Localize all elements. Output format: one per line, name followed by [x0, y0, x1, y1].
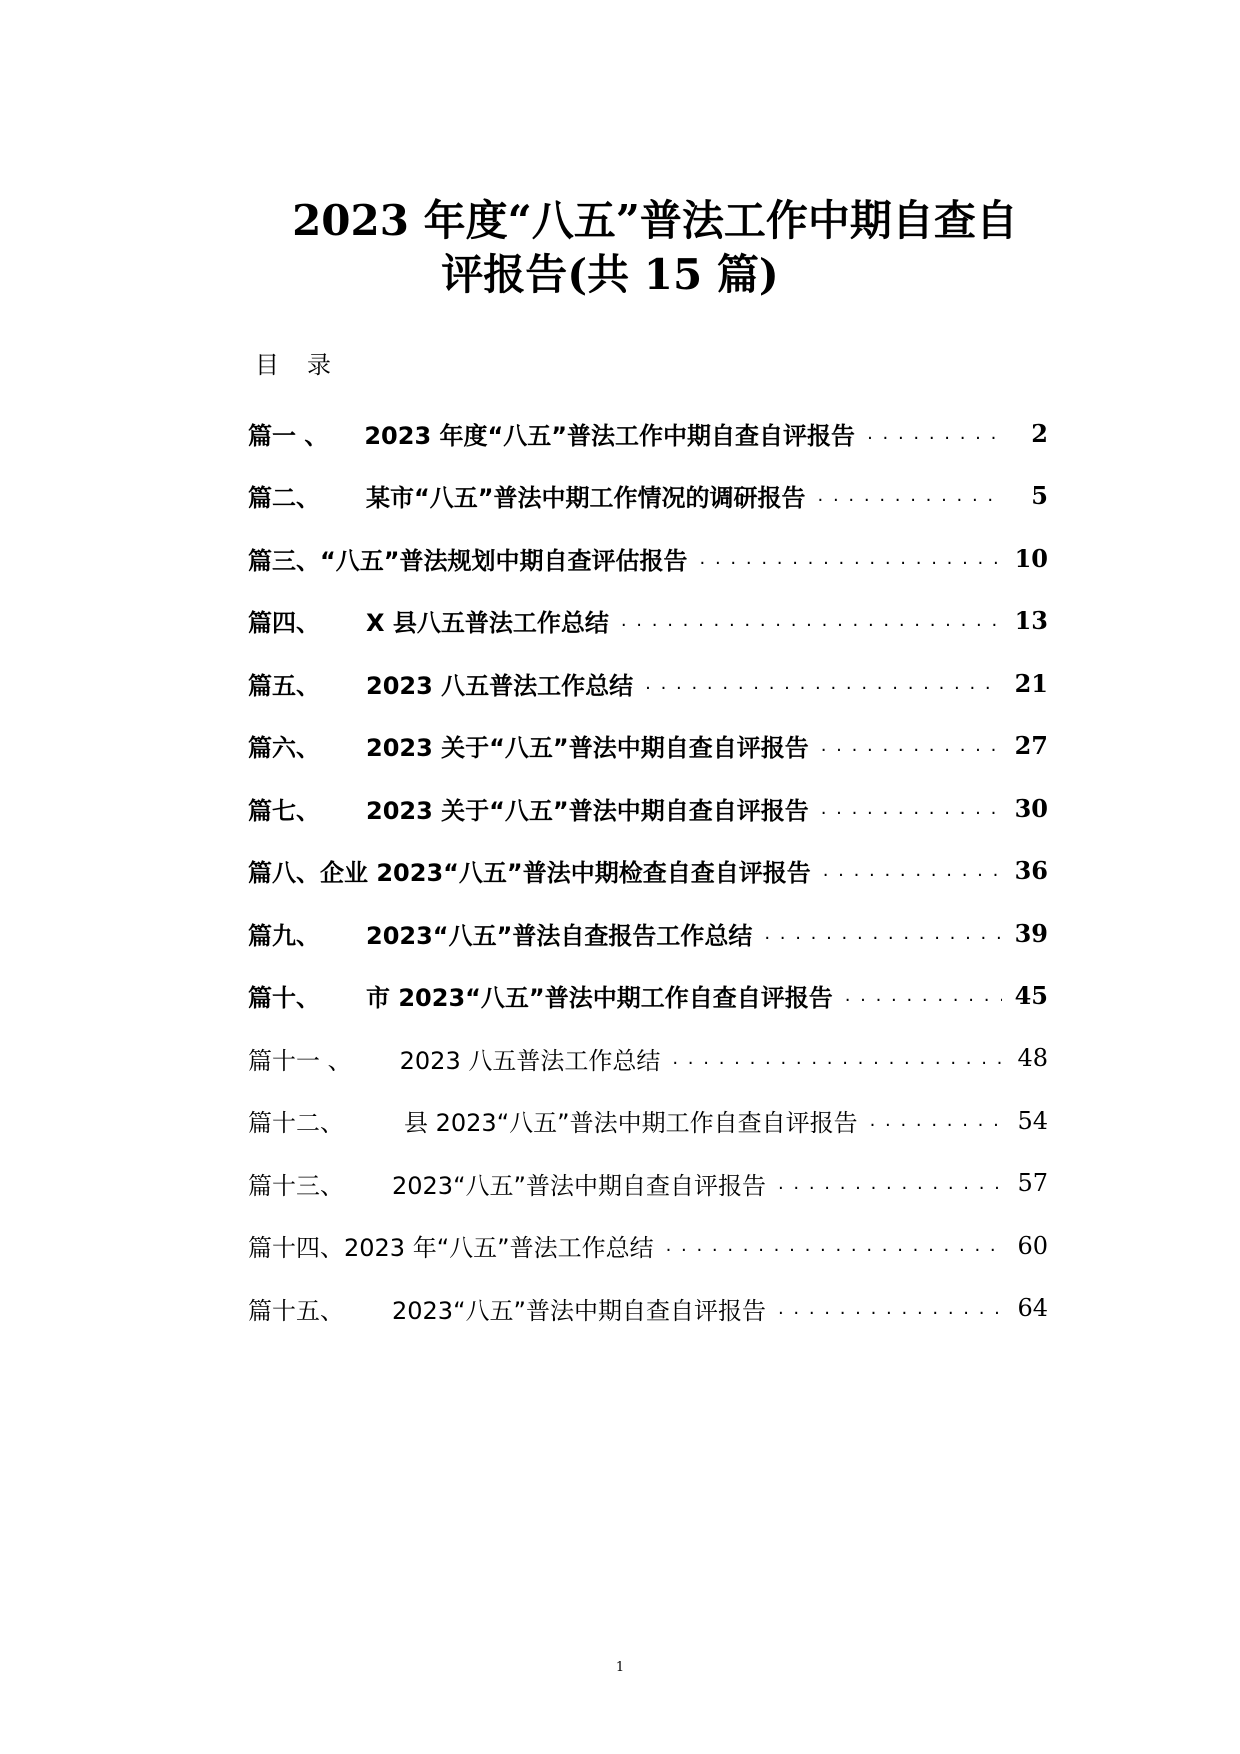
toc-entry-leader-dots: [867, 423, 1002, 444]
toc-entry-leader-dots: [778, 1173, 1002, 1194]
toc-entry-label: 篇八、: [248, 859, 320, 888]
toc-entry-title: 县 2023“八五”普法中期工作自查自评报告: [404, 1109, 858, 1138]
page-number: 1: [615, 1660, 625, 1675]
toc-entry-label: 篇十四、: [248, 1234, 344, 1263]
toc-entry[interactable]: [248, 1152, 1048, 1215]
toc-entry-leader-dots: [778, 1298, 1002, 1319]
table-of-contents: [248, 402, 1048, 1340]
toc-entry-page-number: 2: [1031, 418, 1048, 448]
toc-entry-page-number: 57: [1017, 1169, 1048, 1198]
document-title-line1: 2023 年度“八五”普法工作中期自查自: [292, 196, 1018, 245]
toc-entry-label: 篇二、: [248, 484, 320, 513]
toc-entry-title: 2023 八五普法工作总结: [399, 1046, 661, 1075]
toc-entry[interactable]: [248, 652, 1048, 715]
toc-entry-page-number: 30: [1014, 793, 1048, 823]
toc-entry-leader-dots: [821, 735, 1002, 756]
toc-entry-title: X 县八五普法工作总结: [366, 609, 609, 638]
toc-entry[interactable]: [248, 777, 1048, 840]
toc-entry-title: 2023 关于“八五”普法中期自查自评报告: [366, 796, 809, 825]
toc-entry[interactable]: [248, 1277, 1048, 1340]
toc-entry-leader-dots: [672, 1048, 1002, 1069]
toc-entry[interactable]: [248, 1090, 1048, 1153]
toc-entry-leader-dots: [845, 985, 1002, 1006]
toc-entry-page-number: 13: [1014, 606, 1048, 636]
toc-entry-page-number: 21: [1014, 668, 1048, 698]
toc-entry-leader-dots: [823, 860, 1002, 881]
toc-entry-label: 篇九、: [248, 921, 320, 950]
toc-entry[interactable]: [248, 1027, 1048, 1090]
toc-heading: 目录: [255, 351, 359, 379]
toc-entry-leader-dots: [666, 1235, 1002, 1256]
toc-entry-title: 市 2023“八五”普法中期工作自查自评报告: [366, 984, 833, 1013]
toc-entry-page-number: 64: [1017, 1294, 1048, 1323]
toc-entry-label: 篇十二、: [248, 1109, 344, 1138]
toc-entry-leader-dots: [621, 610, 1002, 631]
toc-entry-page-number: 27: [1014, 731, 1048, 761]
toc-entry[interactable]: [248, 840, 1048, 903]
toc-entry-title: 2023“八五”普法中期自查自评报告: [392, 1296, 766, 1325]
toc-entry-page-number: 60: [1017, 1231, 1048, 1260]
toc-entry[interactable]: [248, 965, 1048, 1028]
toc-entry-page-number: 39: [1014, 918, 1048, 948]
toc-entry[interactable]: [248, 465, 1048, 528]
toc-entry-page-number: 10: [1014, 543, 1048, 573]
toc-entry-title: 企业 2023“八五”普法中期检查自查自评报告: [320, 859, 811, 888]
toc-entry-title: 2023 年度“八五”普法工作中期自查自评报告: [364, 421, 856, 450]
document-title-line2: 评报告(共 15 篇): [441, 250, 779, 299]
toc-entry-label: 篇十三、: [248, 1171, 344, 1200]
toc-entry-leader-dots: [870, 1110, 1002, 1131]
toc-entry-label: 篇十、: [248, 984, 320, 1013]
toc-entry-leader-dots: [821, 798, 1002, 819]
toc-entry-title: “八五”普法规划中期自查评估报告: [320, 546, 688, 575]
toc-entry[interactable]: [248, 1215, 1048, 1278]
toc-entry-title: 2023 关于“八五”普法中期自查自评报告: [366, 734, 809, 763]
toc-entry-leader-dots: [764, 923, 1002, 944]
toc-entry-label: 篇十一 、: [248, 1046, 352, 1075]
toc-entry-page-number: 48: [1017, 1044, 1048, 1073]
toc-entry-label: 篇一 、: [248, 421, 329, 450]
toc-entry-title: 某市“八五”普法中期工作情况的调研报告: [366, 484, 806, 513]
toc-entry-page-number: 36: [1014, 856, 1048, 886]
toc-entry-label: 篇六、: [248, 734, 320, 763]
toc-entry-page-number: 54: [1017, 1106, 1048, 1135]
toc-entry-title: 2023 八五普法工作总结: [366, 671, 634, 700]
toc-entry-label: 篇四、: [248, 609, 320, 638]
toc-entry[interactable]: [248, 902, 1048, 965]
toc-entry-label: 篇十五、: [248, 1296, 344, 1325]
toc-entry-label: 篇七、: [248, 796, 320, 825]
toc-entry-title: 2023“八五”普法自查报告工作总结: [366, 921, 753, 950]
toc-entry[interactable]: [248, 590, 1048, 653]
toc-entry-title: 2023“八五”普法中期自查自评报告: [392, 1171, 766, 1200]
toc-entry-leader-dots: [700, 548, 1002, 569]
toc-entry-title: 2023 年“八五”普法工作总结: [344, 1234, 654, 1263]
toc-entry-page-number: 5: [1031, 481, 1048, 511]
toc-entry[interactable]: [248, 402, 1048, 465]
toc-entry[interactable]: [248, 527, 1048, 590]
toc-entry[interactable]: [248, 715, 1048, 778]
toc-entry-label: 篇三、: [248, 546, 320, 575]
toc-entry-page-number: 45: [1014, 981, 1048, 1011]
toc-entry-label: 篇五、: [248, 671, 320, 700]
toc-entry-leader-dots: [818, 485, 1002, 506]
toc-entry-leader-dots: [645, 673, 1002, 694]
